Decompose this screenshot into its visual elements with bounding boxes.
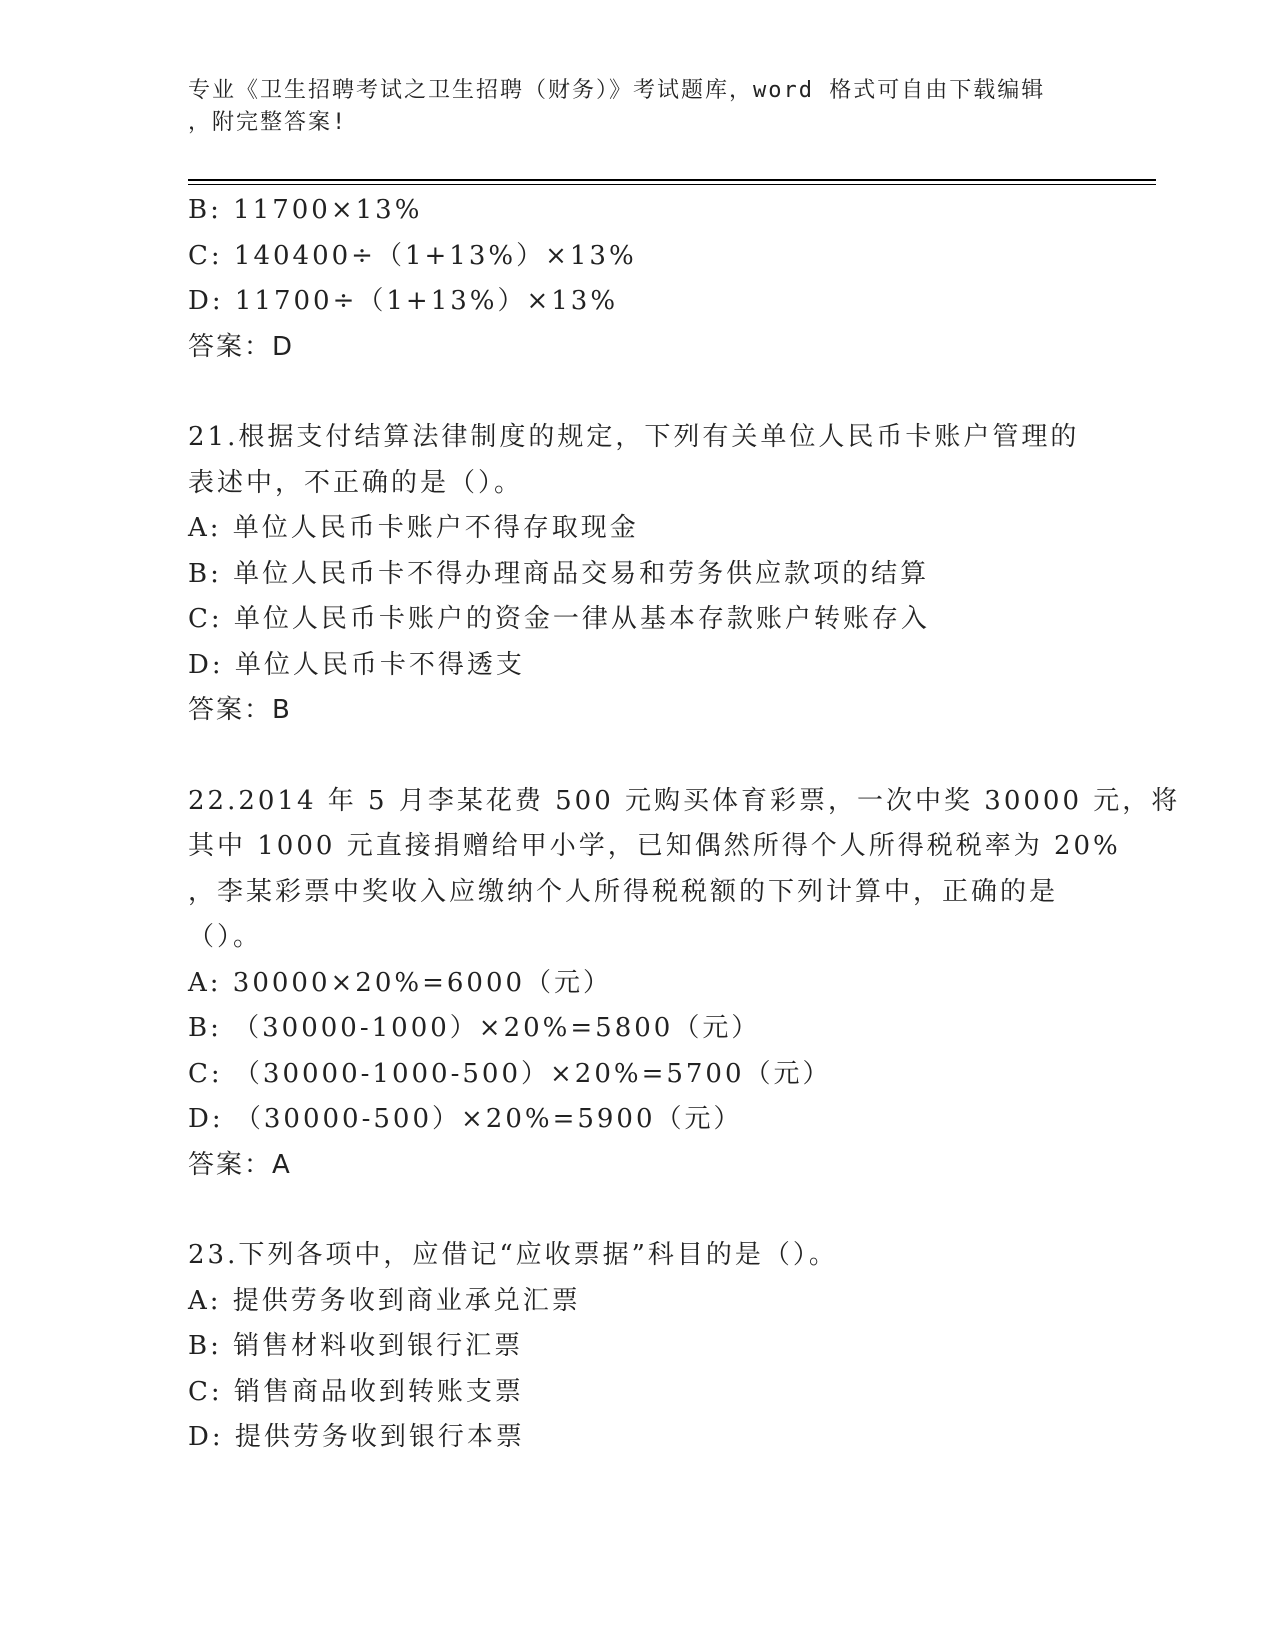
option-d: D: （30000-500）×20%=5900（元）: [188, 1104, 743, 1134]
option-b: B: 11700×13%: [188, 195, 423, 225]
option-b: B: 销售材料收到银行汇票: [188, 1331, 524, 1361]
option-b: B: 单位人民币卡不得办理商品交易和劳务供应款项的结算: [188, 558, 930, 589]
prev-question: [188, 188, 1088, 370]
option-c: C: 140400÷（1+13%）×13%: [188, 240, 637, 271]
question-stem: 22.2014 年 5 月李某花费 500 元购买体育彩票，一次中奖 30000 元，将: [188, 785, 1181, 816]
option-d: D: 11700÷（1+13%）×13%: [188, 286, 619, 316]
spacer: [188, 734, 1088, 779]
spacer: [188, 370, 1088, 415]
option-c: C: （30000-1000-500）×20%=5700（元）: [188, 1058, 832, 1089]
document-header: [188, 75, 1088, 139]
question-23: [188, 1233, 1088, 1461]
header-line-2: ，附完整答案!: [188, 110, 348, 135]
question-21: [188, 415, 1088, 734]
spacer: [188, 1188, 1088, 1233]
header-line-1: 专业《卫生招聘考试之卫生招聘（财务）》考试题库，word 格式可自由下载编辑: [188, 78, 1046, 103]
option-d: D: 提供劳务收到银行本票: [188, 1422, 525, 1452]
question-stem: 其中 1000 元直接捐赠给甲小学，已知偶然所得个人所得税税率为 20%: [188, 831, 1121, 861]
answer-line: 答案：D: [188, 331, 295, 362]
option-c: C: 单位人民币卡账户的资金一律从基本存款账户转账存入: [188, 604, 930, 634]
option-a: A: 单位人民币卡账户不得存取现金: [188, 513, 639, 543]
question-stem: （）。: [188, 922, 263, 952]
question-stem: 21.根据支付结算法律制度的规定，下列有关单位人民币卡账户管理的: [188, 422, 1080, 452]
question-stem: ，李某彩票中奖收入应缴纳个人所得税税额的下列计算中，正确的是: [188, 876, 1059, 907]
answer-line: 答案：B: [188, 695, 292, 725]
question-22: [188, 779, 1181, 1189]
option-a: A: 提供劳务收到商业承兑汇票: [188, 1285, 581, 1316]
header-rule-thin: [188, 184, 1156, 185]
option-c: C: 销售商品收到转账支票: [188, 1376, 524, 1407]
option-d: D: 单位人民币卡不得透支: [188, 649, 525, 680]
option-a: A: 30000×20%=6000（元）: [188, 967, 613, 998]
option-b: B: （30000-1000）×20%=5800（元）: [188, 1013, 761, 1043]
answer-line: 答案：A: [188, 1149, 292, 1180]
question-list: [188, 188, 1181, 1461]
header-rule-thick: [188, 179, 1156, 181]
question-stem: 23.下列各项中，应借记“应收票据”科目的是（）。: [188, 1240, 838, 1270]
question-stem: 表述中，不正确的是（）。: [188, 467, 524, 498]
